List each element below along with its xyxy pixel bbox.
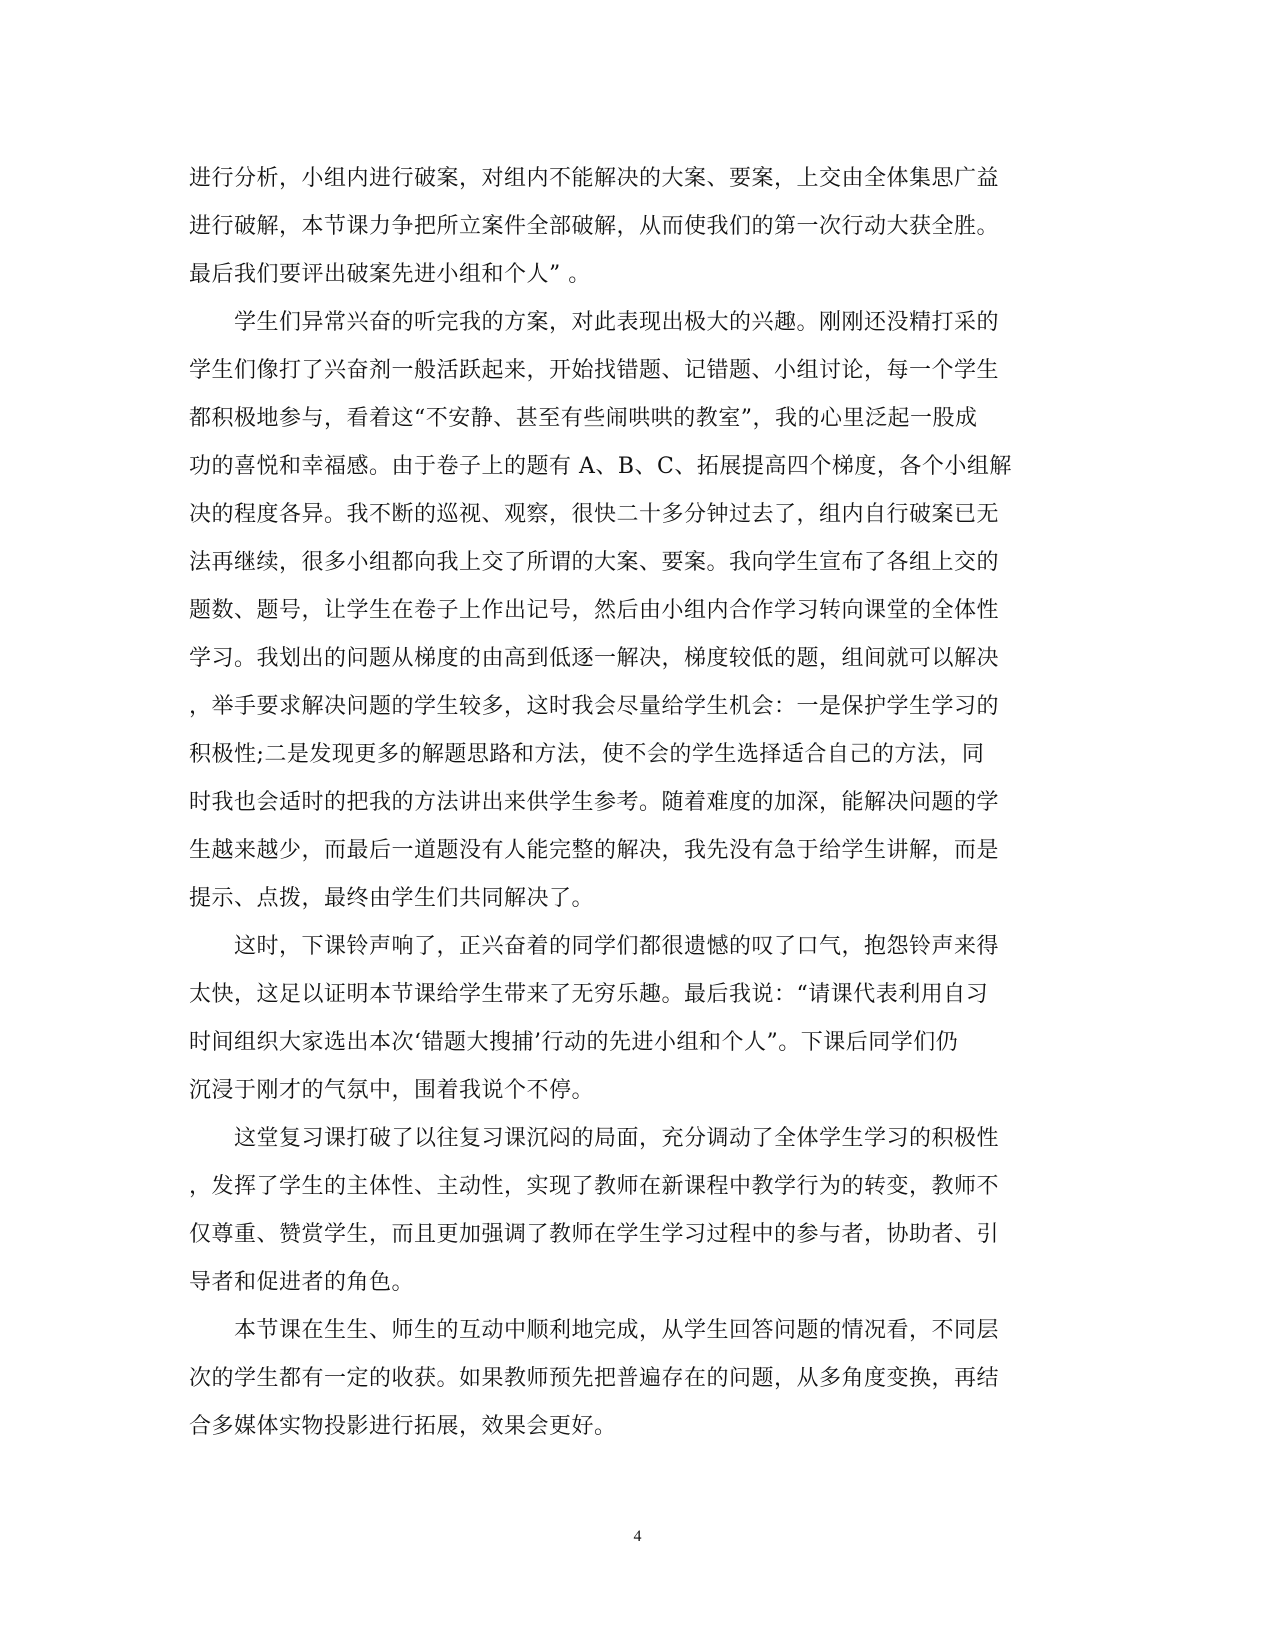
text-line-27: 合多媒体实物投影进行拓展，效果会更好。 [189,1414,617,1439]
text-line-26: 次的学生都有一定的收获。如果教师预先把普遍存在的问题，从多角度变换，再结 [189,1366,1000,1391]
text-line-1: 进行分析，小组内进行破案，对组内不能解决的大案、要案，上交由全体集思广益 [189,166,1000,191]
text-line-20: 沉浸于刚才的气氛中，围着我说个不停。 [189,1078,595,1103]
body-text [189,155,1089,1451]
text-line-12: ，举手要求解决问题的学生较多，这时我会尽量给学生机会：一是保护学生学习的 [189,694,1000,719]
text-line-23: 仅尊重、赞赏学生，而且更加强调了教师在学生学习过程中的参与者，协助者、引 [189,1222,1000,1247]
text-line-16: 提示、点拨，最终由学生们共同解决了。 [189,886,595,911]
text-line-4: 学生们异常兴奋的听完我的方案，对此表现出极大的兴趣。刚刚还没精打采的 [189,310,1000,335]
text-line-3: 最后我们要评出破案先进小组和个人” 。 [189,262,591,287]
text-line-18: 太快，这足以证明本节课给学生带来了无穷乐趣。最后我说：“请课代表利用自习 [189,982,989,1007]
text-line-22: ，发挥了学生的主体性、主动性，实现了教师在新课程中教学行为的转变，教师不 [189,1174,1000,1199]
text-line-25: 本节课在生生、师生的互动中顺利地完成，从学生回答问题的情况看，不同层 [189,1318,1000,1343]
page-number: 4 [633,1528,642,1545]
text-line-10: 题数、题号，让学生在卷子上作出记号，然后由小组内合作学习转向课堂的全体性 [189,598,1000,623]
text-line-9: 法再继续，很多小组都向我上交了所谓的大案、要案。我向学生宣布了各组上交的 [189,550,1000,575]
text-line-2: 进行破解，本节课力争把所立案件全部破解，从而使我们的第一次行动大获全胜。 [189,214,1000,239]
text-line-17: 这时，下课铃声响了，正兴奋着的同学们都很遗憾的叹了口气，抱怨铃声来得 [189,934,1000,959]
text-line-24: 导者和促进者的角色。 [189,1270,415,1295]
text-line-15: 生越来越少，而最后一道题没有人能完整的解决，我先没有急于给学生讲解，而是 [189,838,1000,863]
text-line-19: 时间组织大家选出本次‘错题大搜捕’行动的先进小组和个人”。下课后同学们仍 [189,1030,959,1055]
text-line-11: 学习。我划出的问题从梯度的由高到低逐一解决，梯度较低的题，组间就可以解决 [189,646,1000,671]
text-line-14: 时我也会适时的把我的方法讲出来供学生参考。随着难度的加深，能解决问题的学 [189,790,1000,815]
text-line-7: 功的喜悦和幸福感。由于卷子上的题有 A、B、C、拓展提高四个梯度，各个小组解 [189,454,1012,479]
text-line-8: 决的程度各异。我不断的巡视、观察，很快二十多分钟过去了，组内自行破案已无 [189,502,1000,527]
text-line-13: 积极性;二是发现更多的解题思路和方法，使不会的学生选择适合自己的方法，同 [189,742,985,767]
text-line-21: 这堂复习课打破了以往复习课沉闷的局面，充分调动了全体学生学习的积极性 [189,1126,1000,1151]
text-line-5: 学生们像打了兴奋剂一般活跃起来，开始找错题、记错题、小组讨论，每一个学生 [189,358,1000,383]
text-line-6: 都积极地参与，看着这“不安静、甚至有些闹哄哄的教室”，我的心里泛起一股成 [189,406,978,431]
